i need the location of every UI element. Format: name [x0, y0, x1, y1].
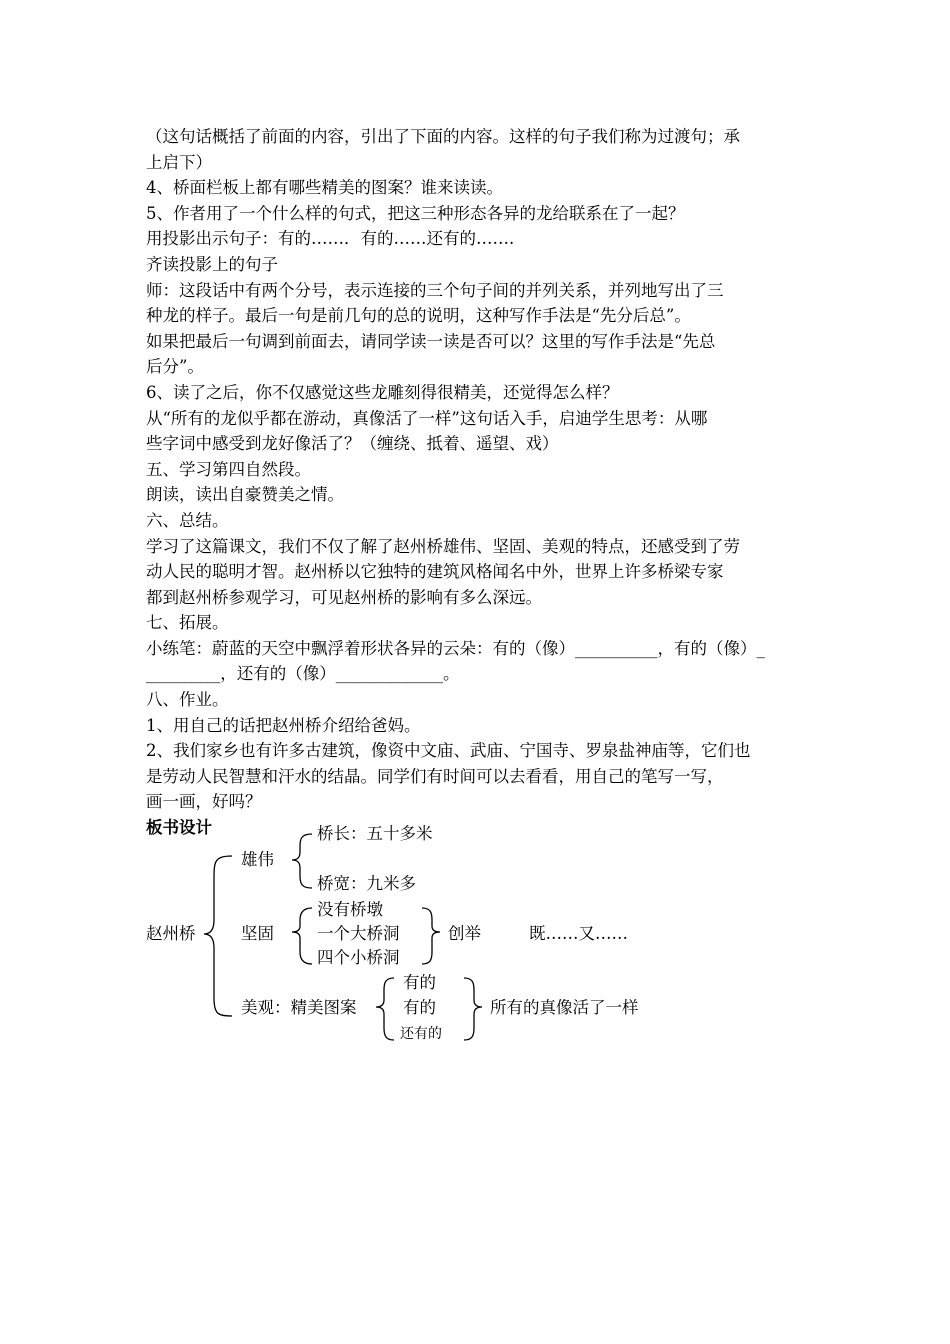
meiguan-result: 所有的真像活了一样 [490, 998, 639, 1017]
xiongwei-item: 桥长：五十多米 [317, 824, 433, 843]
text-line: 画一画，好吗？ [146, 792, 262, 812]
brace-xiongwei [292, 834, 312, 888]
branch-xiongwei: 雄伟 [241, 850, 274, 869]
text-line: 如果把最后一句调到前面去，请同学读一读是否可以？这里的写作手法是“先总 [146, 331, 716, 351]
jiangu-item: 一个大桥洞 [317, 924, 400, 943]
meiguan-item: 有的 [403, 998, 436, 1017]
text-line: 都到赵州桥参观学习，可见赵州桥的影响有多么深远。 [146, 587, 542, 607]
text-line: 6、读了之后，你不仅感觉这些龙雕刻得很精美，还觉得怎么样？ [146, 382, 619, 402]
text-line: 是劳动人民智慧和汗水的结晶。同学们有时间可以去看看，用自己的笔写一写， [146, 766, 724, 786]
board-design-title: 板书设计 [146, 818, 212, 838]
section-heading: 五、学习第四自然段。 [146, 459, 311, 479]
text-line: _________，还有的（像）_____________。 [146, 664, 460, 684]
board-root: 赵州桥 [146, 924, 196, 943]
text-line: （这句话概括了前面的内容，引出了下面的内容。这样的句子我们称为过渡句；承 [146, 127, 740, 146]
text-line: 学习了这篇课文，我们不仅了解了赵州桥雄伟、坚固、美观的特点，还感受到了劳 [146, 536, 740, 556]
brace-meiguan-right [464, 978, 482, 1040]
jiangu-item: 没有桥墩 [317, 900, 383, 919]
brace-jiangu-right [422, 908, 440, 964]
meiguan-item: 还有的 [400, 1026, 442, 1042]
section-heading: 八、作业。 [146, 690, 229, 710]
text-line: 5、作者用了一个什么样的句式，把这三种形态各异的龙给联系在了一起？ [146, 203, 685, 223]
brace-meiguan [376, 978, 394, 1040]
text-line: 些字词中感受到龙好像活了？（缠绕、抵着、遥望、戏） [146, 434, 559, 454]
xiongwei-item: 桥宽：九米多 [317, 874, 416, 893]
text-line: 1、用自己的话把赵州桥介绍给爸妈。 [146, 715, 421, 735]
text-line: 4、桥面栏板上都有哪些精美的图案？谁来读读。 [146, 178, 503, 198]
text-line: 朗读，读出自豪赞美之情。 [146, 485, 344, 505]
text-line: 齐读投影上的句子 [146, 254, 278, 274]
branch-meiguan: 美观：精美图案 [241, 998, 357, 1017]
document-body [146, 124, 810, 841]
text-line: 师：这段话中有两个分号，表示连接的三个句子间的并列关系，并列地写出了三 [146, 280, 724, 300]
section-heading: 六、总结。 [146, 510, 229, 530]
text-line: 后分”。 [146, 357, 204, 377]
text-line: 种龙的样子。最后一句是前几句的总的说明，这种写作手法是“先分后总”。 [146, 306, 691, 326]
text-line: 小练笔：蔚蓝的天空中飘浮着形状各异的云朵：有的（像）__________，有的（像）_ [146, 638, 765, 658]
text-line: 动人民的聪明才智。赵州桥以它独特的建筑风格闻名中外，世界上许多桥梁专家 [146, 562, 724, 582]
text-line: 从“所有的龙似乎都在游动，真像活了一样”这句话入手，启迪学生思考：从哪 [146, 408, 708, 428]
jiangu-item: 四个小桥洞 [317, 948, 400, 967]
text-line: 上启下） [146, 152, 212, 172]
section-heading: 七、拓展。 [146, 613, 229, 633]
branch-jiangu: 坚固 [241, 924, 274, 943]
text-line: 用投影出示句子：有的……．有的……还有的……. [146, 229, 515, 249]
jiangu-result: 创举 [448, 924, 481, 943]
meiguan-item: 有的 [403, 973, 436, 992]
text-line: 2、我们家乡也有许多古建筑，像资中文庙、武庙、宁国寺、罗泉盐神庙等，它们也 [146, 741, 751, 761]
jiangu-pattern: 既……又…… [529, 924, 628, 943]
brace-jiangu [292, 908, 312, 964]
root-brace [204, 856, 232, 1016]
